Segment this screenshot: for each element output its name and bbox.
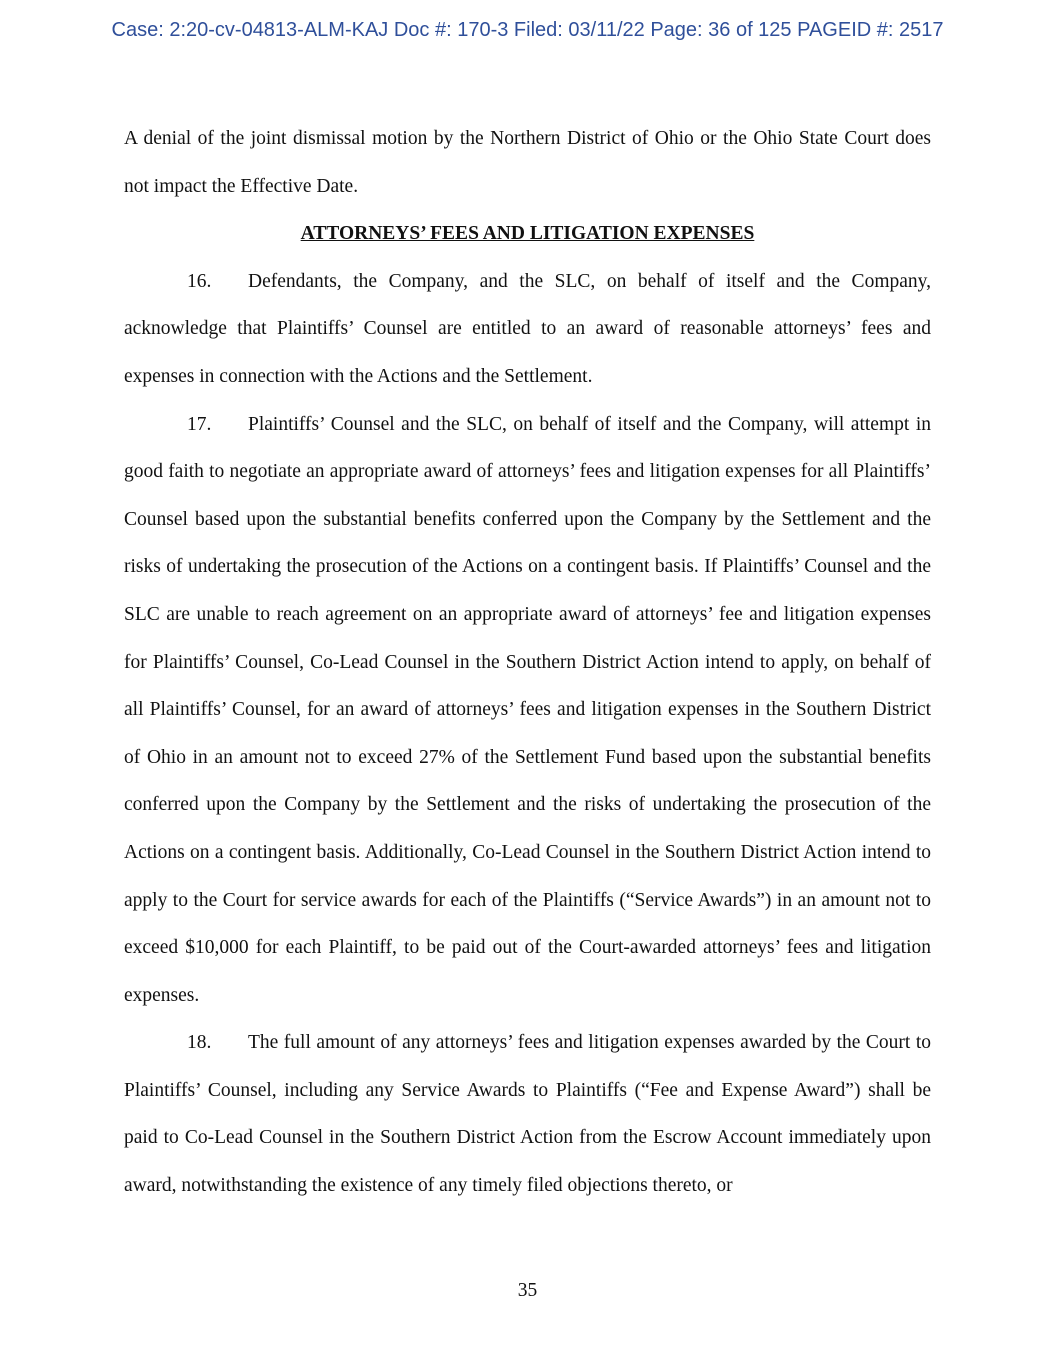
continuation-paragraph: A denial of the joint dismissal motion by the Northern District of Ohio or the Ohio State Court does not impact the Effective Date.: [124, 128, 931, 197]
paragraph-18: [124, 1019, 931, 1209]
paragraph-number: 16.: [187, 270, 212, 292]
section-heading: ATTORNEYS’ FEES AND LITIGATION EXPENSES: [300, 223, 755, 245]
paragraph-16: [124, 258, 931, 401]
paragraph-number: 17.: [187, 413, 212, 435]
page-number: 35: [517, 1280, 538, 1301]
paragraph-text: The full amount of any attorneys’ fees and litigation expenses awarded by the Court to Plaintiffs’ Counsel, including any Service Awards to Plaintiffs (“Fee and Expense Award”) shall be paid to Co-Lead Counsel in the Southern District Action from the Escrow Account immediately upon award, notwithstanding the existence of any timely filed objections thereto, or: [124, 1032, 931, 1197]
paragraph-number: 18.: [187, 1032, 212, 1054]
paragraph-text: Plaintiffs’ Counsel and the SLC, on behalf of itself and the Company, will attempt in good faith to negotiate an appropriate award of attorneys’ fees and litigation expenses for all Plaintiffs’ Counsel based upon the substantial benefits conferred upon the Company by the Settlement and the risks of undertaking the prosecution of the Actions on a contingent basis. If Plaintiffs’ Counsel and the SLC are unable to reach agreement on an appropriate award of attorneys’ fee and litigation expenses for Plaintiffs’ Counsel, Co-Lead Counsel in the Southern District Action intend to apply, on behalf of all Plaintiffs’ Counsel, for an award of attorneys’ fees and litigation expenses in the Southern District of Ohio in an amount not to exceed 27% of the Settlement Fund based upon the substantial benefits conferred upon the Company by the Settlement and the risks of undertaking the prosecution of the Actions on a contingent basis. Additionally, Co-Lead Counsel in the Southern District Action intend to apply to the Court for service awards for each of the Plaintiffs (“Service Awards”) in an amount not to exceed $10,000 for each Plaintiff, to be paid out of the Court-awarded attorneys’ fees and litigation expenses.: [124, 413, 931, 1006]
document-body: [124, 115, 931, 1210]
case-filing-header: Case: 2:20-cv-04813-ALM-KAJ Doc #: 170-3 Filed: 03/11/22 Page: 36 of 125 PAGEID #: 2517: [111, 19, 944, 41]
paragraph-text: Defendants, the Company, and the SLC, on behalf of itself and the Company, acknowledge that Plaintiffs’ Counsel are entitled to an award of reasonable attorneys’ fees and expenses in connection with the Actions and the Settlement.: [124, 270, 931, 387]
paragraph-17: [124, 401, 931, 1020]
